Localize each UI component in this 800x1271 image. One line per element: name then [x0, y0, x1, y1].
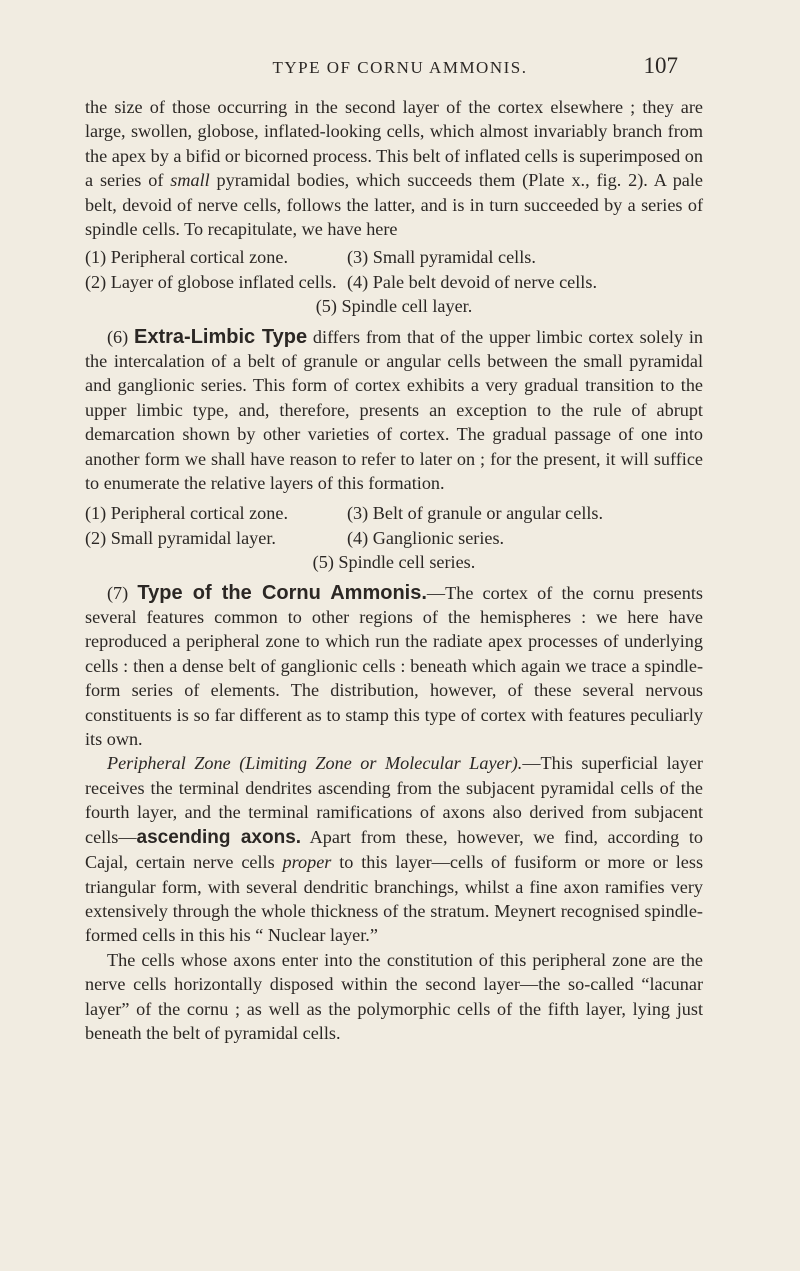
paragraph-2: (6) Extra-Limbic Type differs from that of the upper limbic cortex solely in the intercalation of a belt of granule or angular cells between the small pyramidal and ganglionic series. This form of cortex exhibits a very gradual transition to the upper limbic type, and, therefore, presents an exception to the rule of abrupt demarcation shown by other varieties of cortex. The gradual passage of one into another form we shall have reason to refer to later on ; for the present, it will suffice to enumerate the relative layers of this formation.	[85, 325, 703, 494]
subheading-peripheral-zone: Peripheral Zone	[107, 753, 231, 774]
list-item: (4) Ganglionic series.	[347, 527, 505, 548]
list-item: (5) Spindle cell layer.	[315, 296, 473, 317]
list-item: (3) Small pyramidal cells.	[347, 247, 536, 268]
section-heading-cornu-ammonis: Type of the Cornu Ammonis.	[137, 581, 427, 604]
paragraph-5: The cells whose axons enter into the constitution of this peripheral zone are the nerve cells horizontally disposed within the second layer—the so-called “lacunar layer” of the cornu ; as well as the polymorphic cells of the fifth layer, lying just beneath the belt of pyramidal cells.	[85, 949, 703, 1043]
list-item: (5) Spindle cell series.	[312, 552, 476, 573]
section-heading-extra-limbic: Extra-Limbic Type	[134, 325, 308, 348]
list-item: (2) Small pyramidal layer.	[85, 527, 276, 548]
list-item: (1) Peripheral cortical zone.	[85, 247, 288, 268]
list-item: (4) Pale belt devoid of nerve cells.	[347, 271, 597, 292]
paragraph-1: the size of those occurring in the second layer of the cortex elsewhere ; they are large, swollen, globose, inflated-looking cells, which almost invariably branch from the apex by a bifid or bicorned process. This belt of inflated cells is superimposed on a series of small pyramidal bodies, which succeeds them (Plate x., fig. 2). A pale belt, devoid of nerve cells, follows the latter, and is in turn succeeded by a series of spindle cells. To recapitulate, we have here	[85, 97, 703, 240]
page-header	[0, 53, 800, 84]
layer-list-2	[85, 501, 703, 574]
paragraph-4: Peripheral Zone (Limiting Zone or Molecular Layer).—This superficial layer receives the terminal dendrites ascending from the subjacent pyramidal cells of the fourth layer, and the terminal ramifications of axons also derived from subjacent cells—ascending axons. Apart from these, however, we find, according to Cajal, certain nerve cells proper to this layer—cells of fusiform or more or less triangular form, with several dendritic branchings, whilst a fine axon ramifies very extensively through the whole thickness of the stratum. Meynert recognised spindle-formed cells in this his “ Nuclear layer.”	[85, 753, 704, 946]
emphasis-ascending-axons: ascending axons.	[136, 826, 302, 848]
running-title: TYPE OF CORNU AMMONIS.	[272, 58, 528, 77]
emphasis-small: small	[170, 170, 210, 191]
list-item: (3) Belt of granule or angular cells.	[347, 503, 604, 524]
list-item: (1) Peripheral cortical zone.	[85, 503, 288, 524]
list-item: (2) Layer of globose inflated cells.	[85, 271, 337, 292]
body-text	[85, 95, 703, 1045]
page-number: 107	[643, 53, 678, 78]
paragraph-3: (7) Type of the Cornu Ammonis.—The cortex of the cornu presents several features common to other regions of the hemispheres : we here have reproduced a peripheral zone to which run the radiate apex processes of underlying cells : then a dense belt of ganglionic cells : beneath which again we trace a spindle-form series of elements. The distribution, however, of these several nervous constituents is so far different as to stamp this type of cortex with features peculiarly its own.	[85, 581, 703, 750]
layer-list-1	[85, 245, 703, 318]
